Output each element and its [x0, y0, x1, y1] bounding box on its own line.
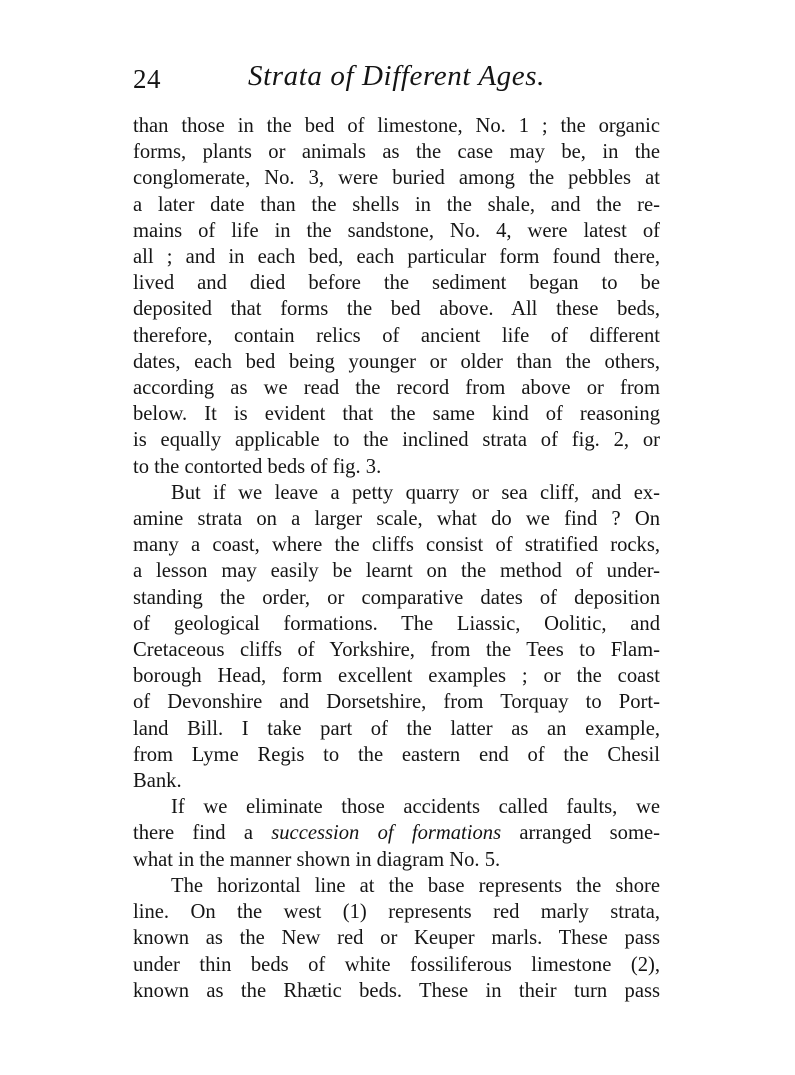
text-line: than those in the bed of limestone, No. 1 ; the organic	[133, 115, 660, 137]
text-line: conglomerate, No. 3, were buried among the pebbles at	[133, 167, 660, 190]
text-line: borough Head, form excellent examples ; or the coast	[133, 665, 660, 688]
text-line: a later date than the shells in the shale, and the re-	[133, 193, 660, 216]
paragraph	[133, 873, 660, 1004]
text-line: But if we leave a petty quarry or sea cliff, and ex-	[171, 481, 660, 504]
body-text	[133, 113, 660, 1004]
text-line: dates, each bed being younger or older than the others,	[133, 350, 660, 373]
text-line: Cretaceous cliffs of Yorkshire, from the Tees to Flam-	[133, 639, 660, 662]
text-line: all ; and in each bed, each particular form found there,	[133, 246, 660, 269]
paragraph	[133, 794, 660, 873]
text-line: many a coast, where the cliffs consist of stratified rocks,	[133, 534, 660, 557]
text-line: from Lyme Regis to the eastern end of the Chesil	[133, 743, 660, 766]
text-line: under thin beds of white fossiliferous limestone (2),	[133, 953, 660, 976]
text-line: standing the order, or comparative dates of deposition	[133, 586, 660, 609]
text-line: The horizontal line at the base represents the shore	[171, 874, 660, 897]
text-line: a lesson may easily be learnt on the method of under-	[133, 560, 660, 583]
text-line: below. It is evident that the same kind of reasoning	[133, 403, 660, 426]
text-line: of Devonshire and Dorsetshire, from Torquay to Port-	[133, 691, 660, 714]
text-line: what in the manner shown in diagram No. 5.	[133, 848, 501, 871]
text-line: therefore, contain relics of ancient life of different	[133, 324, 660, 347]
text-run: there find a	[133, 822, 272, 845]
text-line: forms, plants or animals as the case may be, in the	[133, 141, 660, 164]
text-line: according as we read the record from above or from	[133, 377, 660, 400]
text-line: known as the Rhætic beds. These in their turn pass	[133, 979, 660, 1002]
emphasized-phrase: succession of formations	[271, 822, 502, 845]
paragraph	[133, 113, 660, 480]
text-line	[133, 820, 660, 846]
text-line: known as the New red or Keuper marls. These pass	[133, 927, 660, 950]
page-number: 24	[133, 64, 161, 94]
text-line: is equally applicable to the inclined strata of fig. 2, or	[133, 429, 660, 452]
text-line: amine strata on a larger scale, what do we find ? On	[133, 508, 660, 531]
text-line: mains of life in the sandstone, No. 4, were latest of	[133, 219, 660, 242]
text-line: deposited that forms the bed above. All these beds,	[133, 298, 660, 321]
text-line: lived and died before the sediment began to be	[133, 272, 660, 295]
text-line: to the contorted beds of fig. 3.	[133, 455, 382, 478]
text-line: Bank.	[133, 770, 182, 793]
page-header	[133, 60, 660, 100]
text-line: land Bill. I take part of the latter as an example,	[133, 717, 660, 740]
text-run: arranged some-	[501, 822, 660, 845]
text-line: line. On the west (1) represents red marly strata,	[133, 901, 660, 924]
text-line: If we eliminate those accidents called faults, we	[171, 796, 660, 819]
text-line: of geological formations. The Liassic, Oolitic, and	[133, 612, 660, 635]
running-title: Strata of Different Ages.	[248, 60, 545, 92]
paragraph	[133, 480, 660, 794]
